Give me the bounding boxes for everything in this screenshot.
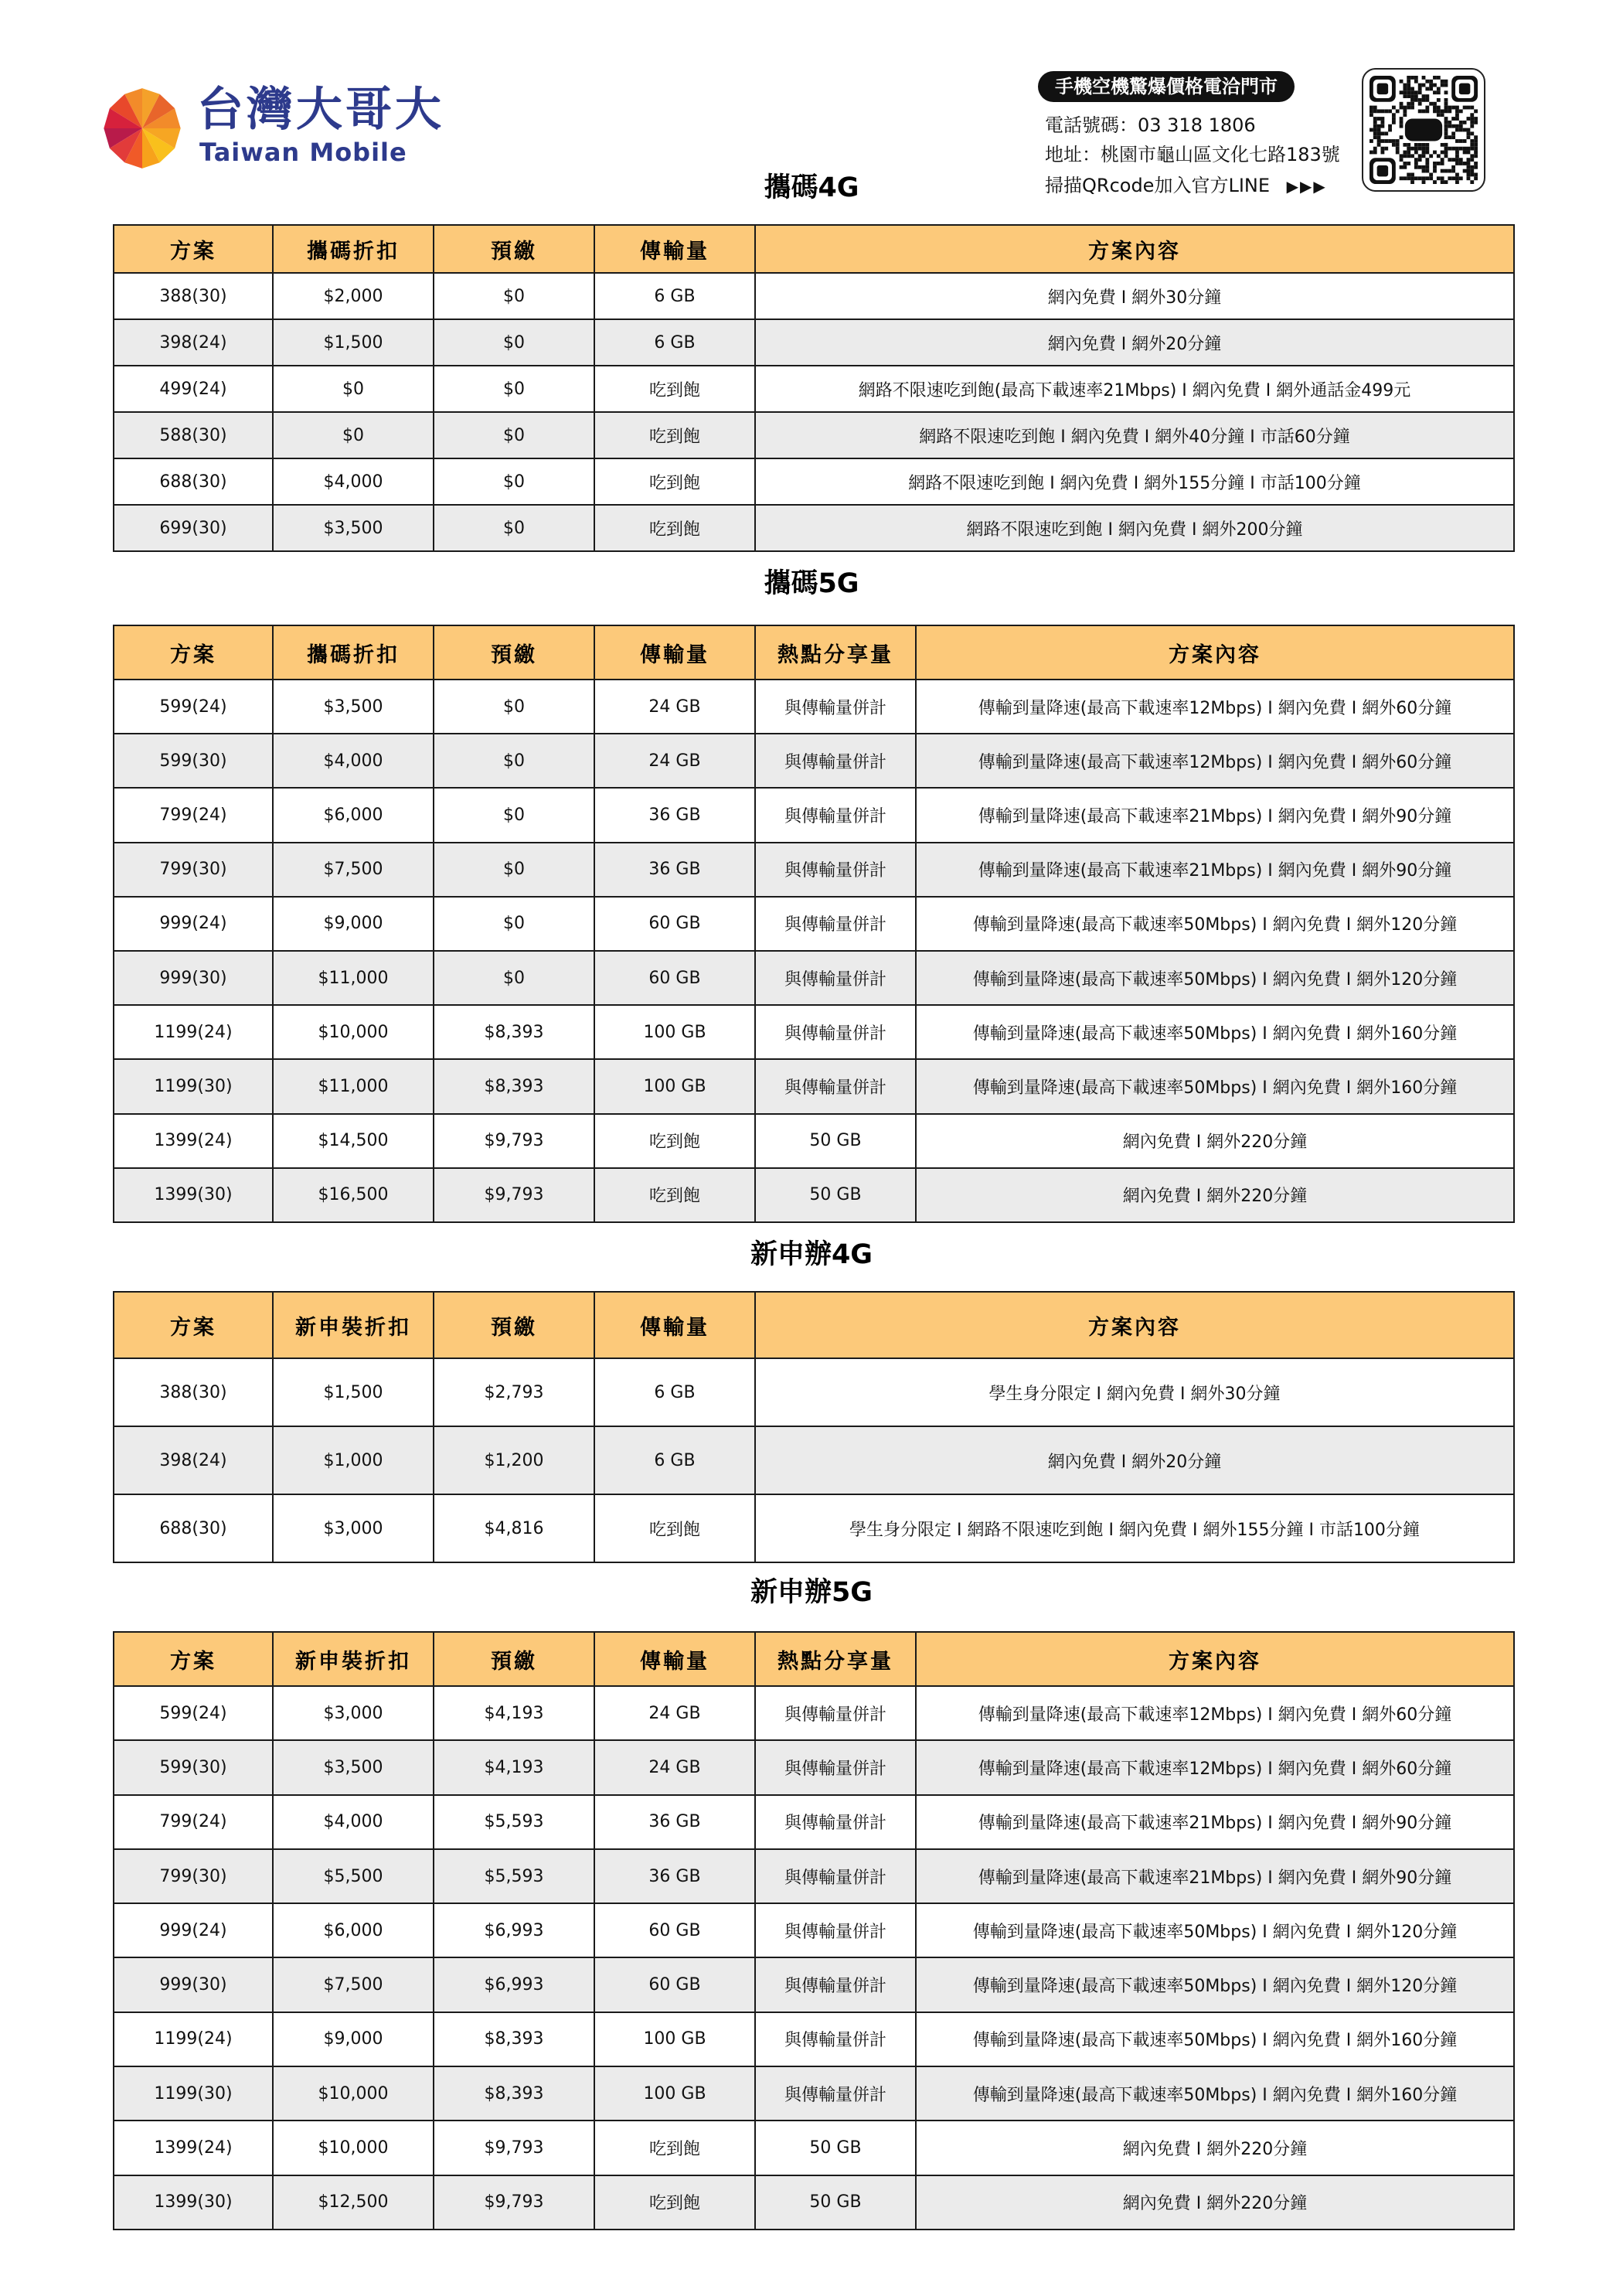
cell-content: 傳輸到量降速(最高下載速率21Mbps) I 網內免費 I 網外90分鐘 xyxy=(916,843,1514,897)
cell-discount: $10,000 xyxy=(273,1005,434,1059)
table-row xyxy=(114,366,1514,412)
cell-plan: 499(24) xyxy=(114,366,273,412)
cell-prepay: $8,393 xyxy=(434,2066,594,2121)
table-row xyxy=(114,273,1514,319)
cell-content: 網路不限速吃到飽 I 網內免費 I 網外40分鐘 I 市話60分鐘 xyxy=(755,412,1514,458)
table-row xyxy=(114,1795,1514,1849)
column-header-data: 傳輸量 xyxy=(594,625,755,680)
cell-hotspot: 與傳輸量併計 xyxy=(755,1957,916,2012)
cell-content: 網內免費 I 網外20分鐘 xyxy=(755,1426,1514,1494)
cell-content: 傳輸到量降速(最高下載速率12Mbps) I 網內免費 I 網外60分鐘 xyxy=(916,680,1514,734)
cell-discount: $11,000 xyxy=(273,1059,434,1113)
cell-plan: 1199(24) xyxy=(114,1005,273,1059)
cell-plan: 599(30) xyxy=(114,1740,273,1794)
cell-content: 傳輸到量降速(最高下載速率21Mbps) I 網內免費 I 網外90分鐘 xyxy=(916,1849,1514,1903)
cell-content: 網路不限速吃到飽(最高下載速率21Mbps) I 網內免費 I 網外通話金499元 xyxy=(755,366,1514,412)
column-header-data: 傳輸量 xyxy=(594,225,755,273)
port-in-5g-title: 攜碼5G xyxy=(764,568,859,599)
cell-plan: 799(30) xyxy=(114,843,273,897)
cell-plan: 688(30) xyxy=(114,1494,273,1562)
cell-hotspot: 與傳輸量併計 xyxy=(755,680,916,734)
table-row xyxy=(114,1114,1514,1168)
cell-prepay: $9,793 xyxy=(434,1168,594,1222)
column-header-prepay: 預繳 xyxy=(434,625,594,680)
table-row xyxy=(114,1494,1514,1562)
line-cta-text: 掃描QRcode加入官方LINE xyxy=(1045,175,1271,196)
cell-discount: $0 xyxy=(273,412,434,458)
cell-discount: $3,000 xyxy=(273,1686,434,1740)
column-header-plan: 方案 xyxy=(114,1292,273,1358)
cell-data: 6 GB xyxy=(594,1358,755,1426)
cell-discount: $16,500 xyxy=(273,1168,434,1222)
cell-content: 傳輸到量降速(最高下載速率50Mbps) I 網內免費 I 網外120分鐘 xyxy=(916,1957,1514,2012)
column-header-hotspot: 熱點分享量 xyxy=(755,1632,916,1686)
cell-data: 60 GB xyxy=(594,1957,755,2012)
cell-data: 60 GB xyxy=(594,897,755,951)
cell-data: 36 GB xyxy=(594,1849,755,1903)
table-row xyxy=(114,2012,1514,2066)
cell-content: 傳輸到量降速(最高下載速率12Mbps) I 網內免費 I 網外60分鐘 xyxy=(916,734,1514,788)
cell-plan: 398(24) xyxy=(114,1426,273,1494)
column-header-data: 傳輸量 xyxy=(594,1632,755,1686)
cell-discount: $1,500 xyxy=(273,319,434,366)
qr-code-icon xyxy=(1370,76,1478,184)
cell-discount: $0 xyxy=(273,366,434,412)
cell-content: 網內免費 I 網外220分鐘 xyxy=(916,2121,1514,2175)
column-header-data: 傳輸量 xyxy=(594,1292,755,1358)
cell-discount: $10,000 xyxy=(273,2066,434,2121)
cell-data: 24 GB xyxy=(594,734,755,788)
cell-hotspot: 50 GB xyxy=(755,1168,916,1222)
cell-plan: 599(24) xyxy=(114,680,273,734)
cell-hotspot: 50 GB xyxy=(755,2121,916,2175)
table-row xyxy=(114,1358,1514,1426)
new-5g-table xyxy=(113,1631,1515,2230)
cell-prepay: $0 xyxy=(434,680,594,734)
column-header-discount: 新申裝折扣 xyxy=(273,1292,434,1358)
table-row xyxy=(114,2066,1514,2121)
cell-prepay: $0 xyxy=(434,366,594,412)
cell-discount: $3,500 xyxy=(273,505,434,551)
cell-data: 100 GB xyxy=(594,2066,755,2121)
cell-discount: $4,000 xyxy=(273,458,434,505)
cell-prepay: $9,793 xyxy=(434,2175,594,2230)
cell-content: 傳輸到量降速(最高下載速率50Mbps) I 網內免費 I 網外160分鐘 xyxy=(916,1005,1514,1059)
cell-prepay: $5,593 xyxy=(434,1849,594,1903)
store-banner: 手機空機驚爆價格電洽門市 xyxy=(1038,71,1295,102)
cell-content: 網內免費 I 網外220分鐘 xyxy=(916,2175,1514,2230)
cell-data: 100 GB xyxy=(594,1059,755,1113)
column-header-plan: 方案 xyxy=(114,1632,273,1686)
cell-plan: 398(24) xyxy=(114,319,273,366)
table-row xyxy=(114,788,1514,842)
arrow-right-icon: ▶▶▶ xyxy=(1286,177,1327,196)
table-row xyxy=(114,1686,1514,1740)
cell-discount: $4,000 xyxy=(273,1795,434,1849)
cell-prepay: $9,793 xyxy=(434,1114,594,1168)
table-row xyxy=(114,2175,1514,2230)
cell-discount: $3,500 xyxy=(273,1740,434,1794)
cell-prepay: $0 xyxy=(434,458,594,505)
column-header-content: 方案內容 xyxy=(916,625,1514,680)
column-header-prepay: 預繳 xyxy=(434,225,594,273)
cell-plan: 699(30) xyxy=(114,505,273,551)
cell-discount: $12,500 xyxy=(273,2175,434,2230)
cell-plan: 1399(30) xyxy=(114,2175,273,2230)
cell-hotspot: 50 GB xyxy=(755,1114,916,1168)
cell-discount: $1,000 xyxy=(273,1426,434,1494)
cell-discount: $4,000 xyxy=(273,734,434,788)
cell-plan: 599(24) xyxy=(114,1686,273,1740)
cell-hotspot: 與傳輸量併計 xyxy=(755,1740,916,1794)
cell-content: 網內免費 I 網外220分鐘 xyxy=(916,1168,1514,1222)
cell-plan: 588(30) xyxy=(114,412,273,458)
cell-discount: $6,000 xyxy=(273,1903,434,1957)
cell-hotspot: 與傳輸量併計 xyxy=(755,788,916,842)
table-row xyxy=(114,680,1514,734)
cell-prepay: $4,193 xyxy=(434,1686,594,1740)
table-header-row xyxy=(114,1632,1514,1686)
cell-data: 100 GB xyxy=(594,1005,755,1059)
brand-name-zh: 台灣大哥大 xyxy=(197,83,444,137)
cell-data: 100 GB xyxy=(594,2012,755,2066)
cell-discount: $11,000 xyxy=(273,951,434,1005)
column-header-content: 方案內容 xyxy=(755,1292,1514,1358)
table-row xyxy=(114,2121,1514,2175)
store-address: 地址：桃園市龜山區文化七路183號 xyxy=(1045,144,1340,165)
cell-discount: $5,500 xyxy=(273,1849,434,1903)
cell-prepay: $4,193 xyxy=(434,1740,594,1794)
cell-discount: $9,000 xyxy=(273,897,434,951)
cell-hotspot: 與傳輸量併計 xyxy=(755,897,916,951)
cell-prepay: $0 xyxy=(434,273,594,319)
cell-plan: 799(30) xyxy=(114,1849,273,1903)
cell-discount: $6,000 xyxy=(273,788,434,842)
cell-content: 傳輸到量降速(最高下載速率50Mbps) I 網內免費 I 網外120分鐘 xyxy=(916,897,1514,951)
cell-prepay: $6,993 xyxy=(434,1903,594,1957)
table-row xyxy=(114,951,1514,1005)
cell-hotspot: 與傳輸量併計 xyxy=(755,2012,916,2066)
cell-content: 網路不限速吃到飽 I 網內免費 I 網外200分鐘 xyxy=(755,505,1514,551)
cell-data: 60 GB xyxy=(594,1903,755,1957)
cell-plan: 999(24) xyxy=(114,897,273,951)
cell-prepay: $9,793 xyxy=(434,2121,594,2175)
cell-plan: 999(30) xyxy=(114,951,273,1005)
cell-discount: $3,000 xyxy=(273,1494,434,1562)
cell-prepay: $0 xyxy=(434,319,594,366)
cell-data: 吃到飽 xyxy=(594,458,755,505)
cell-data: 6 GB xyxy=(594,319,755,366)
cell-prepay: $0 xyxy=(434,788,594,842)
port-in-4g-table xyxy=(113,224,1515,552)
cell-content: 傳輸到量降速(最高下載速率21Mbps) I 網內免費 I 網外90分鐘 xyxy=(916,788,1514,842)
line-qr-code[interactable] xyxy=(1362,68,1485,192)
table-row xyxy=(114,1426,1514,1494)
cell-prepay: $0 xyxy=(434,951,594,1005)
cell-content: 傳輸到量降速(最高下載速率12Mbps) I 網內免費 I 網外60分鐘 xyxy=(916,1686,1514,1740)
cell-hotspot: 與傳輸量併計 xyxy=(755,1849,916,1903)
table-row xyxy=(114,897,1514,951)
new-4g-table xyxy=(113,1291,1515,1563)
table-row xyxy=(114,843,1514,897)
cell-data: 6 GB xyxy=(594,273,755,319)
cell-data: 24 GB xyxy=(594,680,755,734)
column-header-prepay: 預繳 xyxy=(434,1292,594,1358)
table-row xyxy=(114,458,1514,505)
cell-plan: 999(30) xyxy=(114,1957,273,2012)
cell-hotspot: 與傳輸量併計 xyxy=(755,1686,916,1740)
cell-prepay: $0 xyxy=(434,412,594,458)
cell-plan: 1399(24) xyxy=(114,2121,273,2175)
cell-data: 吃到飽 xyxy=(594,1168,755,1222)
cell-hotspot: 與傳輸量併計 xyxy=(755,1903,916,1957)
table-row xyxy=(114,505,1514,551)
cell-plan: 388(30) xyxy=(114,273,273,319)
cell-hotspot: 與傳輸量併計 xyxy=(755,951,916,1005)
cell-discount: $7,500 xyxy=(273,1957,434,2012)
cell-data: 60 GB xyxy=(594,951,755,1005)
cell-prepay: $6,993 xyxy=(434,1957,594,2012)
cell-hotspot: 與傳輸量併計 xyxy=(755,1059,916,1113)
cell-prepay: $0 xyxy=(434,897,594,951)
cell-data: 吃到飽 xyxy=(594,1494,755,1562)
cell-discount: $10,000 xyxy=(273,2121,434,2175)
cell-content: 傳輸到量降速(最高下載速率50Mbps) I 網內免費 I 網外160分鐘 xyxy=(916,2012,1514,2066)
cell-data: 吃到飽 xyxy=(594,2175,755,2230)
column-header-content: 方案內容 xyxy=(755,225,1514,273)
cell-hotspot: 50 GB xyxy=(755,2175,916,2230)
store-phone: 電話號碼：03 318 1806 xyxy=(1045,114,1256,136)
cell-content: 傳輸到量降速(最高下載速率50Mbps) I 網內免費 I 網外120分鐘 xyxy=(916,951,1514,1005)
table-row xyxy=(114,1740,1514,1794)
table-row xyxy=(114,319,1514,366)
table-row xyxy=(114,1849,1514,1903)
cell-content: 網路不限速吃到飽 I 網內免費 I 網外155分鐘 I 市話100分鐘 xyxy=(755,458,1514,505)
cell-plan: 1399(30) xyxy=(114,1168,273,1222)
table-header-row xyxy=(114,625,1514,680)
cell-prepay: $5,593 xyxy=(434,1795,594,1849)
cell-content: 傳輸到量降速(最高下載速率50Mbps) I 網內免費 I 網外160分鐘 xyxy=(916,1059,1514,1113)
cell-hotspot: 與傳輸量併計 xyxy=(755,2066,916,2121)
cell-plan: 1399(24) xyxy=(114,1114,273,1168)
cell-prepay: $1,200 xyxy=(434,1426,594,1494)
cell-content: 傳輸到量降速(最高下載速率21Mbps) I 網內免費 I 網外90分鐘 xyxy=(916,1795,1514,1849)
cell-discount: $3,500 xyxy=(273,680,434,734)
table-row xyxy=(114,1168,1514,1222)
table-header-row xyxy=(114,225,1514,273)
port-in-5g-table xyxy=(113,625,1515,1223)
column-header-discount: 新申裝折扣 xyxy=(273,1632,434,1686)
cell-discount: $2,000 xyxy=(273,273,434,319)
cell-content: 傳輸到量降速(最高下載速率50Mbps) I 網內免費 I 網外120分鐘 xyxy=(916,1903,1514,1957)
cell-plan: 599(30) xyxy=(114,734,273,788)
cell-plan: 999(24) xyxy=(114,1903,273,1957)
cell-data: 吃到飽 xyxy=(594,2121,755,2175)
cell-content: 傳輸到量降速(最高下載速率50Mbps) I 網內免費 I 網外160分鐘 xyxy=(916,2066,1514,2121)
cell-plan: 1199(30) xyxy=(114,1059,273,1113)
table-row xyxy=(114,1005,1514,1059)
cell-prepay: $0 xyxy=(434,734,594,788)
cell-data: 吃到飽 xyxy=(594,1114,755,1168)
cell-hotspot: 與傳輸量併計 xyxy=(755,1005,916,1059)
cell-plan: 1199(30) xyxy=(114,2066,273,2121)
cell-data: 吃到飽 xyxy=(594,412,755,458)
table-header-row xyxy=(114,1292,1514,1358)
cell-data: 24 GB xyxy=(594,1686,755,1740)
cell-content: 網內免費 I 網外30分鐘 xyxy=(755,273,1514,319)
cell-prepay: $4,816 xyxy=(434,1494,594,1562)
cell-prepay: $8,393 xyxy=(434,1059,594,1113)
cell-prepay: $8,393 xyxy=(434,2012,594,2066)
column-header-plan: 方案 xyxy=(114,625,273,680)
cell-hotspot: 與傳輸量併計 xyxy=(755,1795,916,1849)
table-row xyxy=(114,734,1514,788)
cell-discount: $9,000 xyxy=(273,2012,434,2066)
cell-prepay: $0 xyxy=(434,505,594,551)
cell-content: 網內免費 I 網外20分鐘 xyxy=(755,319,1514,366)
cell-prepay: $2,793 xyxy=(434,1358,594,1426)
cell-data: 36 GB xyxy=(594,1795,755,1849)
new-5g-title: 新申辦5G xyxy=(750,1577,873,1608)
cell-data: 36 GB xyxy=(594,788,755,842)
cell-prepay: $0 xyxy=(434,843,594,897)
new-4g-title: 新申辦4G xyxy=(750,1239,873,1270)
cell-plan: 799(24) xyxy=(114,788,273,842)
cell-data: 吃到飽 xyxy=(594,505,755,551)
cell-prepay: $8,393 xyxy=(434,1005,594,1059)
taiwan-mobile-logo-icon xyxy=(100,87,184,170)
column-header-hotspot: 熱點分享量 xyxy=(755,625,916,680)
brand-name-en: Taiwan Mobile xyxy=(199,138,407,167)
table-row xyxy=(114,1059,1514,1113)
table-row xyxy=(114,1957,1514,2012)
cell-content: 學生身分限定 I 網路不限速吃到飽 I 網內免費 I 網外155分鐘 I 市話100分鐘 xyxy=(755,1494,1514,1562)
port-in-4g-title: 攜碼4G xyxy=(764,172,859,203)
cell-hotspot: 與傳輸量併計 xyxy=(755,734,916,788)
cell-plan: 688(30) xyxy=(114,458,273,505)
column-header-discount: 攜碼折扣 xyxy=(273,625,434,680)
cell-hotspot: 與傳輸量併計 xyxy=(755,843,916,897)
table-row xyxy=(114,412,1514,458)
cell-data: 吃到飽 xyxy=(594,366,755,412)
cell-data: 6 GB xyxy=(594,1426,755,1494)
cell-content: 網內免費 I 網外220分鐘 xyxy=(916,1114,1514,1168)
cell-plan: 799(24) xyxy=(114,1795,273,1849)
column-header-content: 方案內容 xyxy=(916,1632,1514,1686)
cell-plan: 1199(24) xyxy=(114,2012,273,2066)
cell-discount: $1,500 xyxy=(273,1358,434,1426)
cell-discount: $14,500 xyxy=(273,1114,434,1168)
cell-plan: 388(30) xyxy=(114,1358,273,1426)
column-header-prepay: 預繳 xyxy=(434,1632,594,1686)
cell-data: 24 GB xyxy=(594,1740,755,1794)
column-header-discount: 攜碼折扣 xyxy=(273,225,434,273)
cell-content: 學生身分限定 I 網內免費 I 網外30分鐘 xyxy=(755,1358,1514,1426)
table-row xyxy=(114,1903,1514,1957)
cell-content: 傳輸到量降速(最高下載速率12Mbps) I 網內免費 I 網外60分鐘 xyxy=(916,1740,1514,1794)
column-header-plan: 方案 xyxy=(114,225,273,273)
cell-data: 36 GB xyxy=(594,843,755,897)
cell-discount: $7,500 xyxy=(273,843,434,897)
